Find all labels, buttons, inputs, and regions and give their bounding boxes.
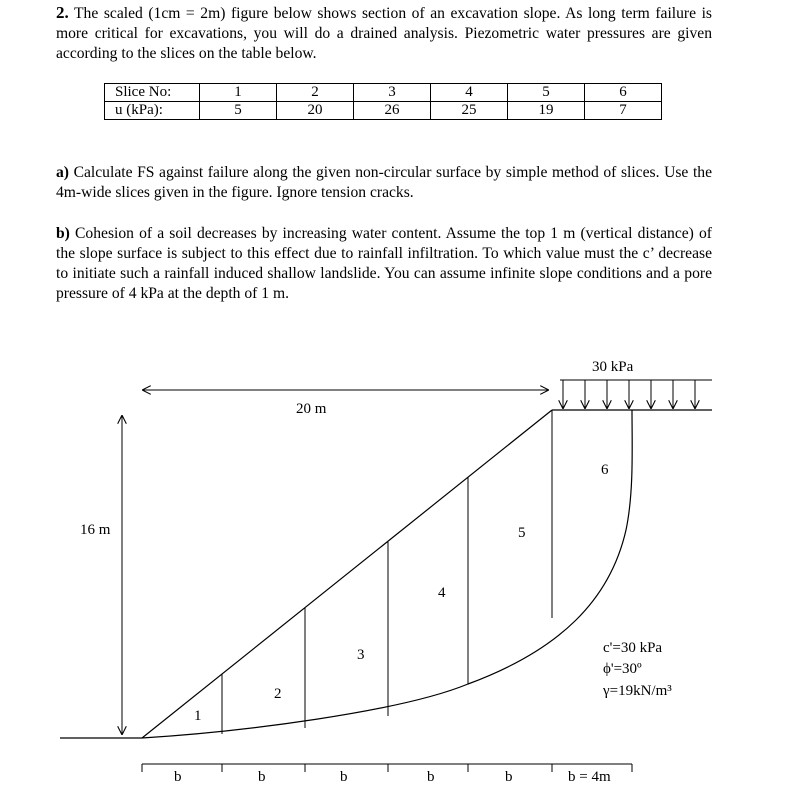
width-bracket-ticks (142, 764, 632, 772)
width-label-b: b (174, 769, 182, 785)
surcharge-label: 30 kPa (592, 359, 634, 375)
failure-surface (142, 410, 632, 738)
pore-pressure-table (104, 83, 662, 120)
surcharge-arrows (563, 380, 695, 408)
slope-diagram (0, 330, 785, 800)
slice-label-3: 3 (357, 647, 365, 663)
width-dimension-label: 20 m (296, 401, 327, 417)
part-a-text: Calculate FS against failure along the given non-circular surface by simple method of slices. Use the 4m-wide slices given in the figure. Ignore tension cracks. (56, 164, 712, 201)
slice-label-6: 6 (601, 462, 609, 478)
table-row-slice (105, 84, 662, 102)
width-label-b: b (505, 769, 513, 785)
table-cell: 1 (200, 84, 277, 102)
width-label-b: b (340, 769, 348, 785)
height-dimension-label: 16 m (80, 522, 111, 538)
problem-text: The scaled (1cm = 2m) figure below shows section of an excavation slope. As long term failure is more critical for excavations, you will do a drained analysis. Piezometric water pressures are given according to the slices on the table below. (56, 5, 712, 62)
table-cell: 19 (508, 102, 585, 120)
slope-surface (142, 410, 552, 738)
part-b-label: b) (56, 225, 70, 242)
table-cell: 4 (431, 84, 508, 102)
table-cell: 5 (508, 84, 585, 102)
table-cell: 25 (431, 102, 508, 120)
slice-label-4: 4 (438, 585, 446, 601)
width-label-b: b (258, 769, 266, 785)
table-cell: 3 (354, 84, 431, 102)
soil-friction-angle: ϕ'=30º (603, 661, 642, 677)
width-label-b: b (427, 769, 435, 785)
table-cell: 6 (585, 84, 662, 102)
part-b-text: Cohesion of a soil decreases by increasing water content. Assume the top 1 m (vertical distance) of the slope surface is subject to this effect due to rainfall infiltration. To which value must the c’ decrease to initiate such a rainfall induced shallow landslide. You can assume infinite slope conditions and a pore pressure of 4 kPa at the depth of 1 m. (56, 225, 712, 302)
table-cell: 2 (277, 84, 354, 102)
table-cell: 26 (354, 102, 431, 120)
problem-number: 2. (56, 3, 69, 22)
table-cell: 7 (585, 102, 662, 120)
soil-cohesion: c'=30 kPa (603, 640, 663, 656)
part-a-label: a) (56, 164, 69, 181)
soil-unit-weight: γ=19kN/m³ (603, 683, 672, 699)
slice-label-1: 1 (194, 708, 202, 724)
slice-label-5: 5 (518, 525, 526, 541)
part-b (56, 224, 712, 304)
slice-label-2: 2 (274, 686, 282, 702)
table-cell: 5 (200, 102, 277, 120)
table-row-pressure (105, 102, 662, 120)
table-header-slice: Slice No: (105, 84, 200, 102)
table-cell: 20 (277, 102, 354, 120)
part-a (56, 163, 712, 203)
table-header-pressure: u (kPa): (105, 102, 200, 120)
width-label-b-equals-4m: b = 4m (568, 769, 611, 785)
problem-statement (56, 3, 712, 64)
